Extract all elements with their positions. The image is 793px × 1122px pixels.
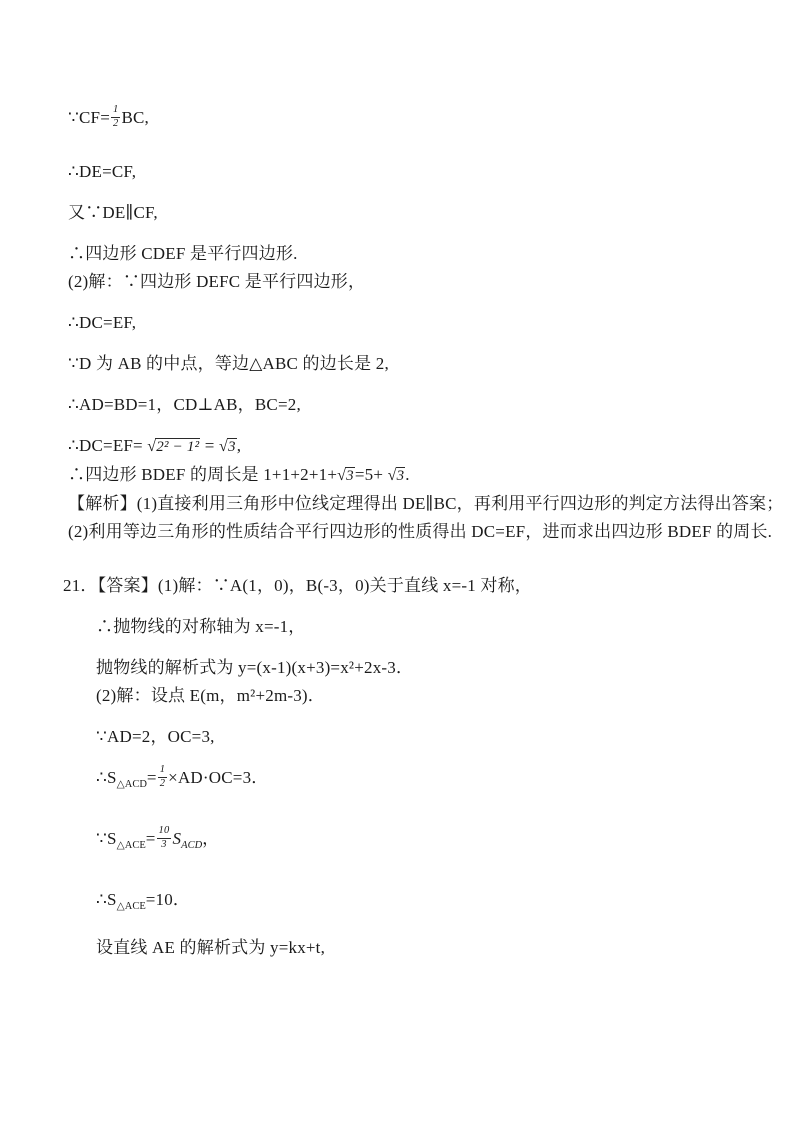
text-segment: ∴四边形 BDEF 的周长是 1+1+2+1+ bbox=[68, 465, 338, 485]
text-segment: ×AD·OC=3． bbox=[168, 768, 269, 788]
fraction bbox=[158, 764, 167, 790]
text-segment: ∴DC=EF, bbox=[68, 313, 137, 333]
text-segment: ∴S bbox=[96, 890, 117, 910]
text-segment: ∴四边形 CDEF 是平行四边形. bbox=[68, 244, 298, 264]
text-line-6 bbox=[68, 309, 793, 337]
text-segment: , bbox=[236, 436, 242, 456]
radical-sign: √ bbox=[337, 467, 347, 485]
fraction-denominator: 2 bbox=[159, 778, 166, 790]
text-segment: ∵D 为 AB 的中点，等边△ABC 的边长是 2, bbox=[68, 354, 389, 374]
text-segment: BC, bbox=[121, 108, 149, 127]
text-line-15 bbox=[96, 654, 793, 682]
text-segment: ∴AD=BD=1，CD⊥AB，BC=2, bbox=[68, 395, 301, 415]
text-line-2 bbox=[68, 158, 793, 186]
text-line-14 bbox=[96, 613, 793, 641]
text-segment: ， bbox=[202, 829, 220, 849]
radical-sign: √ bbox=[219, 438, 228, 456]
fraction bbox=[157, 825, 172, 851]
text-segment: ∵AD=2，OC=3, bbox=[96, 727, 215, 747]
text-segment: . bbox=[405, 465, 410, 485]
subscript: ACD bbox=[181, 840, 203, 852]
text-segment: ∴DE=CF, bbox=[68, 162, 137, 182]
radical-sign: √ bbox=[387, 467, 397, 485]
subscript: △ACE bbox=[116, 840, 146, 852]
text-line-8 bbox=[68, 391, 793, 419]
text-segment: = bbox=[200, 436, 219, 456]
text-line-7 bbox=[68, 350, 793, 378]
text-line-3 bbox=[68, 199, 793, 227]
text-segment: 【解析】(1)直接利用三角形中位线定理得出 DE∥BC，再利用平行四边形的判定方法得出答案； bbox=[68, 494, 784, 514]
text-segment: (2)解：∵四边形 DEFC 是平行四边形， bbox=[68, 272, 366, 292]
text-segment: ∴DC=EF= bbox=[68, 436, 148, 456]
text-line-4 bbox=[68, 240, 793, 268]
text-line-18 bbox=[96, 764, 793, 799]
subscript: △ACD bbox=[116, 779, 147, 791]
text-segment: 又∵DE∥CF, bbox=[68, 203, 158, 223]
radicand: 2² − 1² bbox=[156, 439, 200, 456]
text-line-20 bbox=[96, 886, 793, 921]
text-segment: ∴抛物线的对称轴为 x=-1， bbox=[96, 617, 306, 637]
square-root bbox=[219, 439, 237, 455]
text-segment: 21．【答案】(1)解：∵A(1，0)，B(-3，0)关于直线 x=-1 对称， bbox=[63, 576, 532, 596]
text-line-17 bbox=[96, 723, 793, 751]
fraction-numerator: 1 bbox=[158, 764, 167, 778]
radicand: 3 bbox=[396, 468, 405, 485]
text-segment: =10． bbox=[145, 890, 191, 910]
math-variable: S bbox=[172, 829, 182, 849]
fraction-numerator: 1 bbox=[111, 104, 120, 118]
text-segment: ∵S bbox=[96, 829, 117, 849]
text-segment: 抛物线的解析式为 y=(x-1)(x+3)=x²+2x-3． bbox=[96, 658, 414, 678]
fraction-denominator: 3 bbox=[161, 839, 167, 851]
text-line-21 bbox=[96, 934, 793, 962]
text-line-12 bbox=[68, 518, 793, 546]
square-root bbox=[147, 439, 200, 455]
radicand: 3 bbox=[227, 439, 236, 456]
square-root bbox=[388, 468, 406, 484]
text-line-1 bbox=[68, 104, 793, 132]
text-segment: ∵CF= bbox=[68, 108, 110, 127]
text-line-10 bbox=[68, 461, 793, 490]
text-segment: = bbox=[145, 829, 156, 849]
text-segment: ∴S bbox=[96, 768, 117, 788]
radical-sign: √ bbox=[147, 438, 157, 456]
square-root bbox=[337, 468, 355, 484]
fraction bbox=[111, 104, 120, 130]
text-line-11 bbox=[68, 490, 793, 518]
text-segment: (2)解：设点 E(m，m²+2m-3)． bbox=[96, 686, 325, 706]
text-line-9 bbox=[68, 432, 793, 461]
text-segment: = bbox=[146, 768, 157, 788]
text-line-5 bbox=[68, 268, 793, 296]
fraction-numerator: 10 bbox=[157, 825, 172, 839]
radicand: 3 bbox=[346, 468, 354, 485]
text-line-19 bbox=[96, 825, 793, 860]
text-line-16 bbox=[96, 682, 793, 710]
subscript: △ACE bbox=[116, 901, 146, 913]
text-segment: 设直线 AE 的解析式为 y=kx+t, bbox=[96, 938, 326, 958]
text-segment: (2)利用等边三角形的性质结合平行四边形的性质得出 DC=EF，进而求出四边形 BDEF 的周长. bbox=[68, 522, 773, 542]
fraction-denominator: 2 bbox=[113, 118, 119, 130]
text-segment: =5+ bbox=[354, 465, 388, 485]
text-line-13 bbox=[63, 572, 793, 600]
